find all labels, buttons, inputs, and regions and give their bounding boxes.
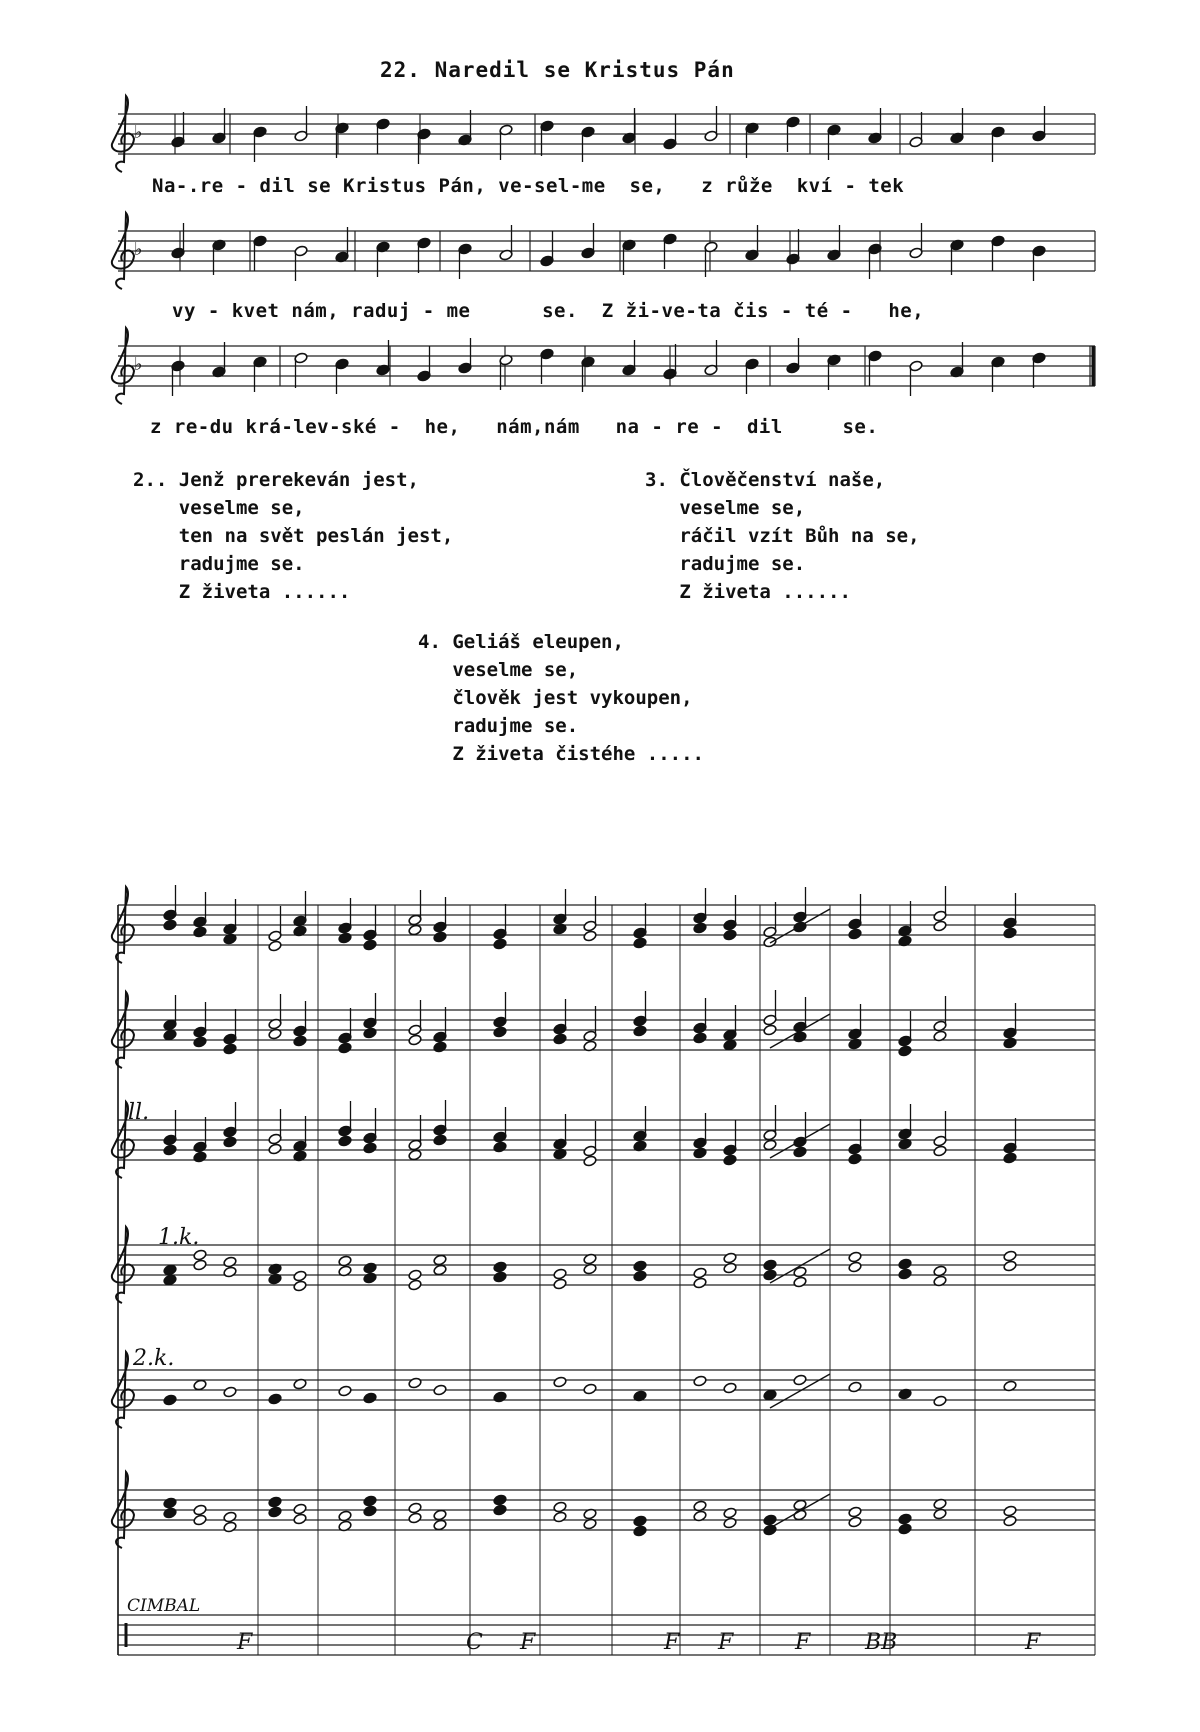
cimbal-chord: F: [718, 1630, 734, 1655]
note-head: [763, 1269, 777, 1281]
note-head: [363, 1262, 377, 1274]
note-head: [633, 937, 647, 949]
note-head: [1003, 1152, 1017, 1164]
verse-line: veselme se,: [418, 659, 579, 681]
verse-line: Z živeta ......: [133, 581, 351, 603]
part-label-ll: ll.: [128, 1100, 150, 1125]
note-head: [793, 1266, 807, 1278]
note-head: [583, 1155, 597, 1167]
note-head: [848, 928, 862, 940]
slash-mark: [770, 1494, 830, 1528]
note-head: [293, 1503, 307, 1515]
note-head: [693, 1147, 707, 1159]
note-head: [848, 1261, 862, 1273]
note-head: [693, 1032, 707, 1044]
note-head: [223, 1136, 237, 1148]
note-head: [633, 1515, 647, 1527]
note-head: [433, 1134, 447, 1146]
note-head: [363, 939, 377, 951]
cimbal-chord: F: [664, 1630, 680, 1655]
cimbal-chord: F: [795, 1630, 811, 1655]
note-head: [433, 1384, 447, 1396]
note-head: [933, 1395, 947, 1407]
note-head: [268, 1393, 282, 1405]
note-head: [553, 1511, 567, 1523]
note-head: [223, 1511, 237, 1523]
note-head: [1003, 1505, 1017, 1517]
note-head: [723, 1154, 737, 1166]
note-head: [848, 1251, 862, 1263]
slash-mark: [770, 1014, 830, 1048]
verse-line: 2.. Jenž prerekeván jest,: [133, 469, 419, 491]
verse-line: radujme se.: [133, 553, 305, 575]
verse-line: radujme se.: [418, 715, 579, 737]
verse-line: Z živeta ......: [645, 581, 851, 603]
note-head: [793, 1499, 807, 1511]
note-head: [723, 929, 737, 941]
note-head: [363, 1505, 377, 1517]
note-head: [493, 1271, 507, 1283]
verse-line: veselme se,: [133, 497, 305, 519]
note-head: [408, 1502, 422, 1514]
note-head: [493, 938, 507, 950]
note-head: [763, 1389, 777, 1401]
note-head: [268, 1143, 282, 1155]
flat-sign: ♭: [134, 239, 143, 260]
cimbal-chord: F: [237, 1630, 253, 1655]
note-head: [193, 1514, 207, 1526]
note-head: [848, 1153, 862, 1165]
note-head: [1003, 1037, 1017, 1049]
note-head: [223, 1386, 237, 1398]
note-head: [268, 1496, 282, 1508]
verse-line: 3. Člověčenství naše,: [645, 469, 886, 491]
note-head: [493, 1261, 507, 1273]
note-head: [723, 1507, 737, 1519]
part-label-1k: 1.k.: [158, 1225, 200, 1250]
note-head: [338, 1135, 352, 1147]
note-head: [193, 1151, 207, 1163]
note-head: [553, 1268, 567, 1280]
note-head: [163, 1274, 177, 1286]
note-head: [553, 1033, 567, 1045]
note-head: [338, 1042, 352, 1054]
note-head: [553, 1501, 567, 1513]
note-head: [408, 1377, 422, 1389]
note-head: [338, 1385, 352, 1397]
note-head: [693, 1267, 707, 1279]
note-head: [493, 1026, 507, 1038]
note-head: [1003, 1515, 1017, 1527]
note-head: [633, 1025, 647, 1037]
note-head: [163, 1394, 177, 1406]
note-head: [633, 1525, 647, 1537]
verse-line: člověk jest vykoupen,: [418, 687, 693, 709]
note-head: [723, 1039, 737, 1051]
note-head: [268, 1506, 282, 1518]
note-head: [493, 1391, 507, 1403]
note-head: [633, 1270, 647, 1282]
note-head: [898, 1513, 912, 1525]
note-head: [408, 1279, 422, 1291]
note-head: [363, 1392, 377, 1404]
note-head: [848, 1506, 862, 1518]
note-head: [163, 1507, 177, 1519]
note-head: [293, 1035, 307, 1047]
note-head: [293, 1270, 307, 1282]
note-head: [1003, 1260, 1017, 1272]
note-head: [583, 930, 597, 942]
note-head: [433, 1041, 447, 1053]
note-head: [433, 931, 447, 943]
note-head: [223, 1043, 237, 1055]
verse-line: 4. Geliáš eleupen,: [418, 631, 624, 653]
note-head: [1003, 927, 1017, 939]
note-head: [553, 1278, 567, 1290]
note-head: [433, 1509, 447, 1521]
note-head: [363, 1272, 377, 1284]
note-head: [193, 1036, 207, 1048]
note-head: [193, 1379, 207, 1391]
note-head: [408, 1512, 422, 1524]
note-head: [693, 1375, 707, 1387]
note-head: [163, 919, 177, 931]
note-head: [898, 1523, 912, 1535]
note-head: [933, 920, 947, 932]
note-head: [338, 932, 352, 944]
part-label-2k: 2.k.: [133, 1346, 175, 1371]
note-head: [163, 1264, 177, 1276]
verse-line: Z živeta čistéhe .....: [418, 743, 704, 765]
note-head: [293, 1513, 307, 1525]
note-head: [363, 1142, 377, 1154]
note-head: [793, 1374, 807, 1386]
note-head: [723, 1517, 737, 1529]
note-head: [363, 1495, 377, 1507]
note-head: [408, 924, 422, 936]
note-head: [193, 1259, 207, 1271]
note-head: [693, 922, 707, 934]
note-head: [363, 1027, 377, 1039]
note-head: [723, 1252, 737, 1264]
flat-sign: ♭: [134, 122, 143, 143]
note-head: [723, 1262, 737, 1274]
note-head: [848, 1381, 862, 1393]
note-head: [163, 1144, 177, 1156]
cimbal-chord: F: [520, 1630, 536, 1655]
note-head: [163, 1029, 177, 1041]
verse-line: radujme se.: [645, 553, 806, 575]
note-head: [763, 936, 777, 948]
note-head: [408, 1034, 422, 1046]
note-head: [633, 1260, 647, 1272]
note-head: [193, 926, 207, 938]
note-head: [898, 1268, 912, 1280]
lyric-line-1: Na-.re - dil se Kristus Pán, ve-sel-me se, z růže kví - tek: [152, 175, 905, 197]
note-head: [793, 1146, 807, 1158]
note-head: [408, 1269, 422, 1281]
note-head: [493, 1141, 507, 1153]
note-head: [433, 1254, 447, 1266]
note-head: [553, 1376, 567, 1388]
note-head: [898, 1045, 912, 1057]
flat-sign: ♭: [134, 354, 143, 375]
note-head: [223, 1521, 237, 1533]
note-head: [898, 1258, 912, 1270]
verse-line: veselme se,: [645, 497, 806, 519]
note-head: [933, 1145, 947, 1157]
note-head: [433, 1519, 447, 1531]
note-head: [583, 1383, 597, 1395]
lyric-line-2: vy - kvet nám, raduj - me se. Z ži-ve-ta čis - té - he,: [172, 300, 925, 322]
note-head: [693, 1277, 707, 1289]
note-head: [763, 1514, 777, 1526]
note-head: [763, 1024, 777, 1036]
verse-line: ten na svět peslán jest,: [133, 525, 454, 547]
note-head: [763, 1139, 777, 1151]
note-head: [723, 1382, 737, 1394]
lyric-line-3: z re-du krá-lev-ské - he, nám,nám na - re - dil se.: [150, 416, 879, 438]
note-head: [1003, 1250, 1017, 1262]
note-head: [848, 1516, 862, 1528]
part-label-cimbal: CIMBAL: [127, 1596, 201, 1616]
note-head: [223, 1256, 237, 1268]
cimbal-chord: BB: [865, 1630, 898, 1655]
note-head: [193, 1249, 207, 1261]
cimbal-chord: F: [1025, 1630, 1041, 1655]
note-head: [763, 1259, 777, 1271]
note-head: [433, 1264, 447, 1276]
note-head: [163, 1497, 177, 1509]
song-title: 22. Naredil se Kristus Pán: [380, 58, 735, 82]
note-head: [293, 1280, 307, 1292]
cimbal-chord: C: [466, 1630, 483, 1655]
note-head: [408, 1149, 422, 1161]
note-head: [793, 1031, 807, 1043]
verse-line: ráčil vzít Bůh na se,: [645, 525, 920, 547]
note-head: [268, 940, 282, 952]
note-head: [193, 1504, 207, 1516]
note-head: [493, 1504, 507, 1516]
note-head: [793, 1276, 807, 1288]
note-head: [493, 1494, 507, 1506]
note-head: [223, 1266, 237, 1278]
